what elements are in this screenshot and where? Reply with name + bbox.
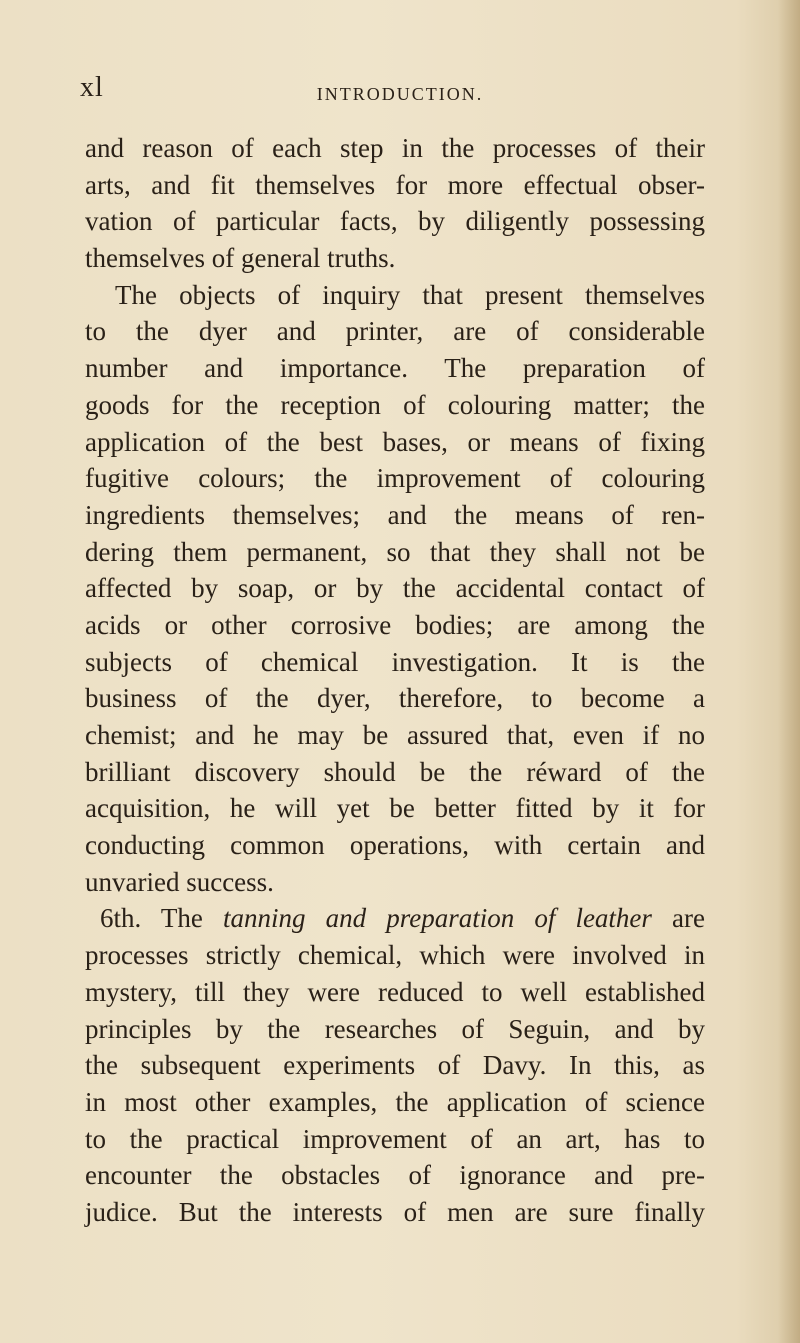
text-line: fugitive colours; the improvement of colouring (85, 463, 705, 494)
paragraph-6-lead: 6th. The (100, 903, 203, 934)
text-line: acids or other corrosive bodies; are among the (85, 609, 705, 640)
text-line: chemist; and he may be assured that, even if no (85, 720, 705, 750)
text-line: number and importance. The preparation of (85, 353, 705, 384)
text-line: business of the dyer, therefore, to become a (85, 683, 705, 714)
text-line: application of the best bases, or means of fixing (85, 426, 705, 457)
text-line: processes strictly chemical, which were involved in (85, 940, 705, 971)
text-line: conducting common operations, with certain and (85, 830, 705, 861)
text-line: The objects of inquiry that present themselves (115, 279, 705, 310)
page-edge-shadow (778, 0, 800, 1343)
text-line: encounter the obstacles of ignorance and pre- (85, 1160, 705, 1191)
text-line: subjects of chemical investigation. It is the (85, 646, 705, 677)
page-header (80, 72, 720, 112)
paragraph-6-italic-phrase: tanning and preparation of leather (222, 903, 652, 934)
text-line: judice. But the interests of men are sure finally (85, 1196, 705, 1227)
text-line: and reason of each step in the processes of their (85, 133, 705, 163)
text-line: principles by the researches of Seguin, and by (85, 1013, 705, 1044)
text-line: themselves of general truths. (85, 243, 396, 274)
running-head: INTRODUCTION. (316, 84, 484, 104)
page-number: xl (80, 72, 104, 103)
text-line: goods for the reception of colouring matter; the (85, 389, 705, 420)
text-line: acquisition, he will yet be better fitted by it for (85, 793, 705, 824)
text-line: the subsequent experiments of Davy. In this, as (85, 1050, 705, 1081)
body-text (85, 130, 705, 1231)
text-line: mystery, till they were reduced to well established (85, 976, 705, 1007)
text-line: brilliant discovery should be the réward of the (85, 756, 705, 787)
text-line: in most other examples, the application of science (85, 1086, 705, 1117)
text-line: vation of particular facts, by diligently possessing (85, 206, 705, 237)
text-line: to the dyer and printer, are of considerable (85, 316, 705, 347)
text-line: arts, and fit themselves for more effectual obser- (85, 169, 705, 200)
paragraph-6-tail: are (672, 903, 706, 934)
text-line: unvaried success. (85, 866, 274, 897)
text-line: to the practical improvement of an art, has to (85, 1123, 705, 1154)
paragraph-6-first-line (85, 900, 705, 937)
text-line: dering them permanent, so that they shall not be (85, 536, 705, 567)
text-line: affected by soap, or by the accidental contact of (85, 573, 705, 604)
text-line: ingredients themselves; and the means of ren- (85, 499, 705, 530)
